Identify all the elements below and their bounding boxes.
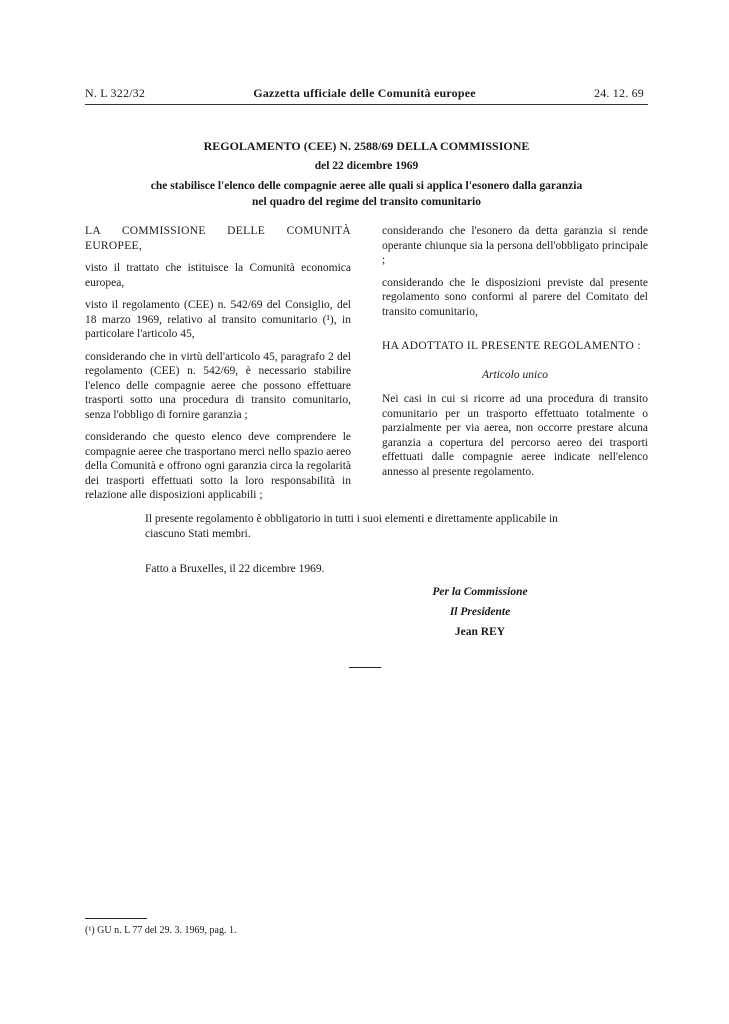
header-rule xyxy=(85,104,648,105)
adopted-statement: HA ADOTTATO IL PRESENTE REGOLAMENTO : xyxy=(382,340,641,352)
title-line-2: del 22 dicembre 1969 xyxy=(314,160,419,172)
spacer xyxy=(382,327,648,339)
article-text: Nei casi in cui si ricorre ad una procedura di transito comunitario per un trasporto effettuato totalmente o parzialmente per via aerea, non occorre prestare alcuna garanzia a copertura del percorso aereo dei trasporti effettuati dalle compagnie aeree indicate nell'elenco annesso al presente regolamento. xyxy=(382,393,648,478)
done-at: Fatto a Bruxelles, il 22 dicembre 1969. xyxy=(145,563,325,575)
preamble-intro: LA COMMISSIONE DELLE COMUNITÀ EUROPEE, xyxy=(85,225,351,252)
title-line-4: nel quadro del regime del transito comunitario xyxy=(252,196,481,208)
right-column xyxy=(382,224,648,487)
footnote: (¹) GU n. L 77 del 29. 3. 1969, pag. 1. xyxy=(85,925,237,936)
signature-line-1: Per la Commissione xyxy=(432,586,528,598)
journal-title: Gazzetta ufficiale delle Comunità europee xyxy=(253,86,476,100)
regulation-title xyxy=(85,138,648,210)
issue-date: 24. 12. 69 xyxy=(594,86,644,100)
article-heading: Articolo unico xyxy=(481,368,549,381)
issue-number: N. L 322/32 xyxy=(85,86,146,100)
preamble-paragraph: considerando che l'esonero da detta garanzia si rende operante chiunque sia la persona dell'obbligato principale ; xyxy=(382,225,648,266)
signature-block xyxy=(420,582,540,642)
preamble-paragraph: considerando che questo elenco deve comprendere le compagnie aeree che trasportano merci nello spazio aereo della Comunità e offrono ogni garanzia circa la regolarità dei trasporti effettuati sotto la loro responsabilità in relazione alle disposizioni applicabili ; xyxy=(85,431,351,501)
binding-clause: Il presente regolamento è obbligatorio in tutti i suoi elementi e direttamente applicabile in ciascuno Stati membri. xyxy=(145,513,558,540)
closing-block xyxy=(145,512,595,577)
preamble-paragraph: visto il regolamento (CEE) n. 542/69 del Consiglio, del 18 marzo 1969, relativo al transito comunitario (¹), in particolare l'articolo 45, xyxy=(85,299,351,340)
preamble-paragraph: considerando che in virtù dell'articolo 45, paragrafo 2 del regolamento (CEE) n. 542/69, è necessario stabilire l'elenco delle compagnie aeree che possono effettuare trasporti sotto una procedura di transito comunitario, senza l'obbligo di fornire garanzia ; xyxy=(85,350,351,421)
left-column xyxy=(85,224,351,511)
title-line-3: che stabilisce l'elenco delle compagnie aeree alle quali si applica l'esonero dalla garanzia xyxy=(150,180,583,192)
footnote-rule xyxy=(85,918,147,919)
preamble-paragraph: considerando che le disposizioni previste dal presente regolamento sono conformi al parere del Comitato del transito comunitario, xyxy=(382,276,648,318)
title-line-1: REGOLAMENTO (CEE) N. 2588/69 DELLA COMMISSIONE xyxy=(203,139,530,153)
end-rule xyxy=(349,667,381,668)
preamble-paragraph: visto il trattato che istituisce la Comunità economica europea, xyxy=(85,262,351,289)
signatory-name: Jean REY xyxy=(454,626,506,638)
signature-line-2: Il Presidente xyxy=(449,606,511,618)
